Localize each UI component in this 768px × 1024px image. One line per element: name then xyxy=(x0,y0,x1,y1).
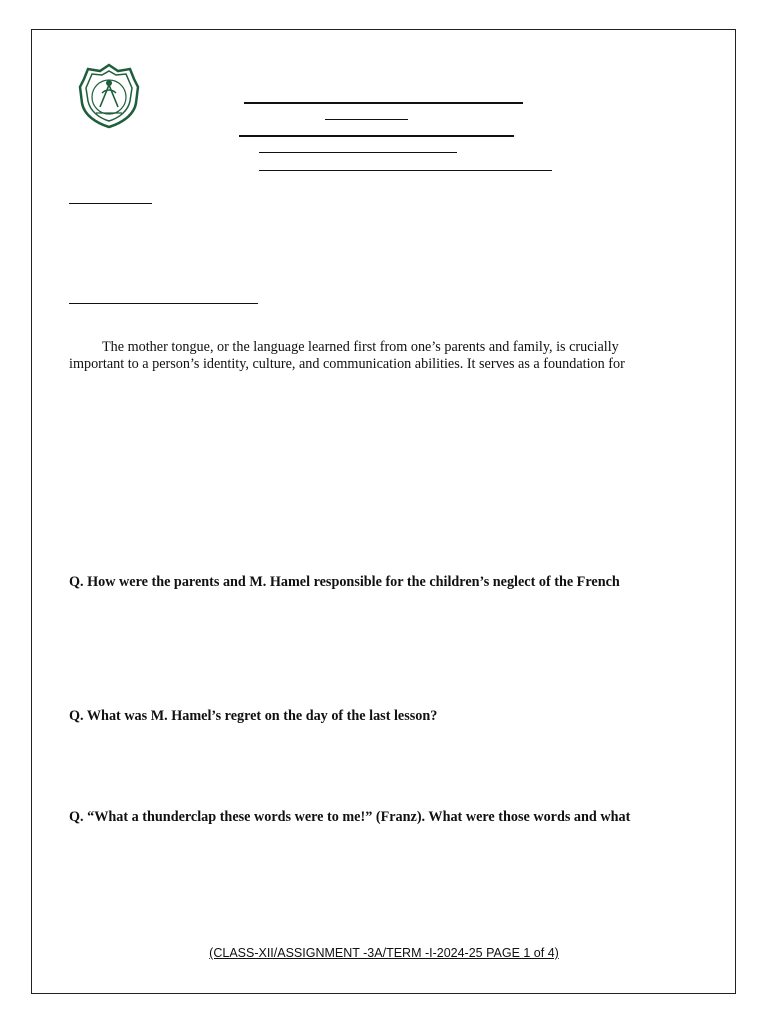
page-border xyxy=(31,29,736,994)
question-1: Q. How were the parents and M. Hamel responsible for the children’s neglect of the French xyxy=(69,574,620,590)
section-rule-2 xyxy=(69,303,258,304)
page-footer: (CLASS-XII/ASSIGNMENT -3A/TERM -I-2024-25 PAGE 1 of 4) xyxy=(209,946,559,960)
section-rule-1 xyxy=(69,203,152,204)
header-rule-5 xyxy=(259,170,552,171)
question-2: Q. What was M. Hamel’s regret on the day of the last lesson? xyxy=(69,708,438,724)
header-rule-1 xyxy=(244,102,523,104)
school-crest-icon xyxy=(78,63,140,129)
passage-line: The mother tongue, or the language learned first from one’s parents and family, is crucially xyxy=(102,339,619,355)
passage-line: important to a person’s identity, culture, and communication abilities. It serves as a foundation for xyxy=(69,356,625,372)
passage-paragraph xyxy=(69,339,677,373)
header-rule-4 xyxy=(259,152,457,153)
question-3: Q. “What a thunderclap these words were to me!” (Franz). What were those words and what xyxy=(69,809,631,825)
header-rule-2 xyxy=(325,119,408,120)
header-rule-3 xyxy=(239,135,514,137)
